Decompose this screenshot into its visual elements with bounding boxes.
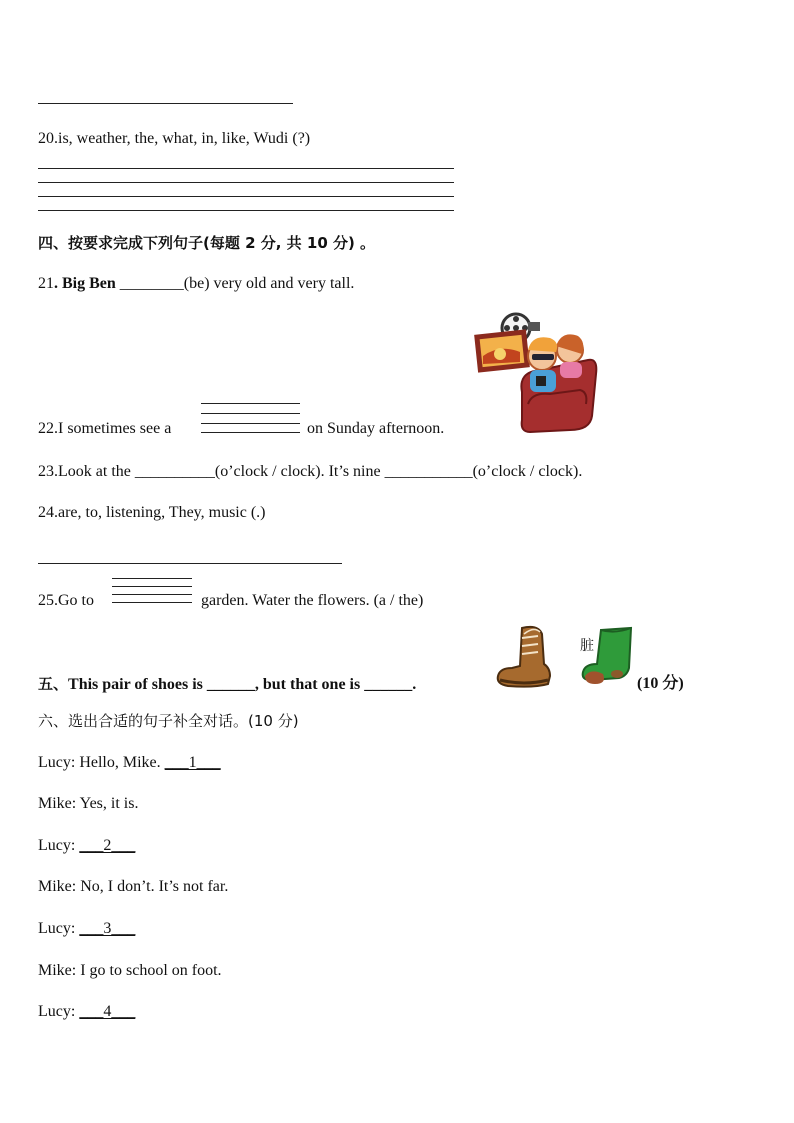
question-21-rest: (be) very old and very tall.	[183, 275, 355, 292]
section-6-heading: 六、选出合适的句子补全对话。(10 分)	[38, 712, 299, 730]
question-25-after: garden. Water the flowers. (a / the)	[201, 592, 424, 609]
section-5-score: (10 分)	[637, 675, 684, 692]
dialogue-line-7	[38, 1002, 135, 1022]
cinema-kids-picture	[470, 312, 600, 436]
section-5-text: This pair of shoes is ______, but that one is ______.	[68, 676, 417, 693]
dialogue-blank-1[interactable]: ___1___	[164, 754, 221, 771]
answer-line-24[interactable]	[38, 563, 342, 564]
answer-line-20d[interactable]	[38, 210, 454, 211]
question-21-number: 21	[38, 275, 54, 292]
dialogue-speaker: Lucy:	[38, 1003, 76, 1020]
question-25-answer-lines[interactable]	[112, 578, 192, 606]
dialogue-line-5	[38, 919, 135, 939]
section-5-label: 五、	[38, 675, 69, 693]
dialogue-blank-3[interactable]: ___3___	[79, 920, 136, 937]
dialogue-line-6	[38, 961, 222, 981]
dialogue-speaker: Mike:	[38, 962, 77, 979]
answer-line-20c[interactable]	[38, 196, 454, 197]
question-23: 23.Look at the __________(o’clock / clock). It’s nine ___________(o’clock / clock).	[38, 463, 583, 480]
question-25-before: 25.Go to	[38, 592, 94, 609]
dialogue-line-4	[38, 877, 228, 897]
dialogue-text: Hello, Mike.	[79, 754, 165, 771]
question-21	[38, 274, 354, 294]
question-21-blank[interactable]: ________	[119, 275, 184, 292]
dialogue-speaker: Lucy:	[38, 920, 76, 937]
dialogue-text: Yes, it is.	[76, 795, 139, 812]
question-22-answer-lines[interactable]	[201, 403, 300, 435]
answer-line-20b[interactable]	[38, 182, 454, 183]
section-5-dirty-label: 脏	[580, 638, 594, 654]
dialogue-line-2	[38, 794, 138, 814]
question-24-prompt: 24.are, to, listening, They, music (.)	[38, 504, 266, 521]
question-22-after: on Sunday afternoon.	[307, 420, 445, 437]
dialogue-line-1	[38, 753, 221, 773]
dialogue-speaker: Lucy:	[38, 754, 76, 771]
section-4-heading: 四、按要求完成下列句子(每题 2 分, 共 10 分) 。	[38, 234, 376, 252]
dialogue-speaker: Lucy:	[38, 837, 76, 854]
dialogue-blank-4[interactable]: ___4___	[79, 1003, 136, 1020]
question-20-prompt: 20.is, weather, the, what, in, like, Wudi (?)	[38, 130, 311, 147]
brown-shoe-picture	[494, 624, 556, 690]
dialogue-blank-2[interactable]: ___2___	[79, 837, 136, 854]
green-boot-picture	[577, 624, 637, 690]
dialogue-text: I go to school on foot.	[76, 962, 222, 979]
question-22-before: 22.I sometimes see a	[38, 420, 172, 437]
section-5-line	[38, 674, 416, 695]
dialogue-line-3	[38, 836, 135, 856]
answer-line-20a[interactable]	[38, 168, 454, 169]
answer-line-19	[38, 103, 293, 104]
dialogue-speaker: Mike:	[38, 878, 77, 895]
question-21-dot: . Big Ben	[54, 275, 120, 292]
dialogue-text: No, I don’t. It’s not far.	[76, 878, 229, 895]
dialogue-speaker: Mike:	[38, 795, 77, 812]
